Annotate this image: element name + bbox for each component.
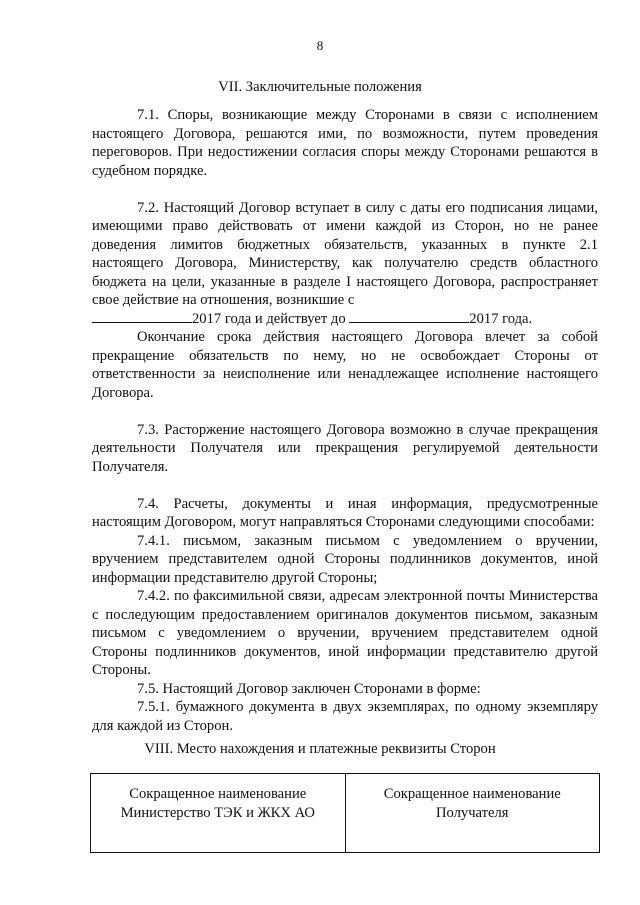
party-cell-ministry [91,774,346,853]
section-7-body [92,106,598,735]
date-blank-start [92,310,192,323]
clause-7-3: 7.3. Расторжение настоящего Договора возможно в случае прекращения деятельности Получателя или прекращения регулируемой деятельности Получателя. [92,421,598,475]
table-row [91,774,600,853]
clause-7-5-1: 7.5.1. бумажного документа в двух экземплярах, по одному экземпляру для каждой из Сторон. [92,699,598,734]
clause-7-2 [92,199,598,329]
ministry-label: Сокращенное наименование [129,786,307,802]
section-7-title: VII. Заключительные положения [218,79,422,95]
clause-7-2-until: 2017 года. [469,310,533,327]
recipient-name: Получателя [435,804,509,821]
clause-7-4-2: 7.4.2. по факсимильной связи, адресам электронной почты Министерства с последующим предоставлением оригиналов документов письмом, заказным письмом с уведомлением о вручении, вручением представителем одной Стороны подлинников документов, иной информации представителю другой Стороны. [92,588,598,678]
party-cell-recipient [345,774,600,853]
section-8-title: VIII. Место нахождения и платежные реквизиты Сторон [144,741,496,757]
page-number: 8 [316,38,324,53]
clause-7-4-1: 7.4.1. письмом, заказным письмом с уведомлением о вручении, вручением представителем одной Стороны подлинников документов, иной информации представителю другой Стороны; [92,532,598,586]
requisites-table [90,773,600,853]
clause-7-4: 7.4. Расчеты, документы и иная информация, предусмотренные настоящим Договором, могут направляться Сторонами следующими способами: [92,495,598,530]
clause-7-2-text: 7.2. Настоящий Договор вступает в силу с даты его подписания лицами, имеющими право действовать от имени каждой из Сторон, но не ранее доведения лимитов бюджетных обязательств, указанных в пункте 2.1 настоящего Договора, Министерству, как получателю средств областного бюджета на цели, указанные в разделе I настоящего Договора, распространяет свое действие на отношения, возникшие с [92,199,598,308]
ministry-name: Министерство ТЭК и ЖКХ АО [120,804,315,821]
clause-7-2-from: 2017 года и действует до [192,310,346,327]
clause-7-1: 7.1. Споры, возникающие между Сторонами в связи с исполнением настоящего Договора, решаются ими, по возможности, путем проведения переговоров. При недостижении согласия споры между Сторонами решаются в судебном порядке. [92,107,598,179]
clause-7-5: 7.5. Настоящий Договор заключен Сторонами в форме: [137,680,481,697]
recipient-label: Сокращенное наименование [383,786,561,802]
clause-7-2-termination: Окончание срока действия настоящего Договора влечет за собой прекращение обязательств по нему, но не освобождает Стороны от ответственности за неисполнение или ненадлежащее исполнение настоящего Договора. [92,329,598,401]
date-blank-end [349,310,469,323]
